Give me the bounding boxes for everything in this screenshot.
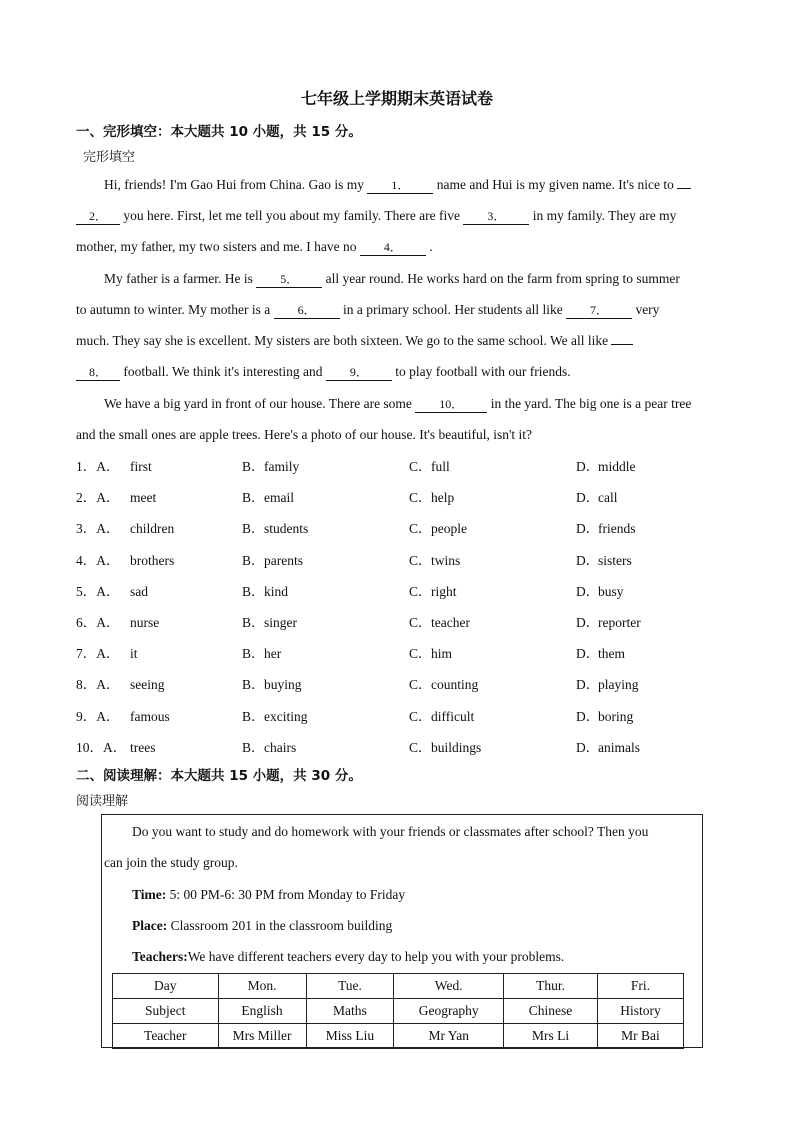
option-letter: C． [409, 615, 432, 630]
section2-heading: 二、阅读理解：本大题共 15 小题，共 30 分。 [76, 768, 362, 784]
option-text: right [431, 583, 457, 599]
schedule-cell: History [597, 999, 683, 1024]
option-d [576, 552, 632, 570]
option-d [576, 739, 640, 757]
option-text: him [431, 646, 453, 662]
schedule-cell: Day [113, 974, 219, 999]
option-letter: D． [576, 521, 600, 537]
blank-5: 5． [256, 272, 322, 288]
question-number: 1．A． [76, 459, 120, 474]
option-letter: B． [242, 739, 265, 755]
option-text: buildings [431, 739, 482, 755]
teachers-line [132, 948, 564, 966]
option-c [409, 614, 470, 632]
passage-line [76, 238, 433, 256]
option-text: twins [431, 552, 461, 568]
passage-line [76, 426, 532, 444]
blank-9: 9． [326, 365, 392, 381]
option-b [242, 676, 302, 694]
option-c [409, 489, 454, 507]
question-row [76, 739, 756, 757]
option-text: difficult [431, 708, 475, 724]
schedule-cell: Teacher [113, 1024, 219, 1049]
option-text: boring [598, 708, 634, 724]
option-letter: C． [409, 677, 432, 693]
option-a: famous [130, 708, 170, 724]
blank-10: 10． [415, 397, 487, 413]
question-number: 3．A． [76, 521, 120, 537]
passage-line [76, 301, 659, 319]
question-number: 10．A． [76, 739, 127, 755]
option-c [409, 583, 457, 601]
option-letter: C． [409, 490, 432, 506]
section2-sublabel: 阅读理解 [76, 794, 129, 809]
option-letter: C． [409, 521, 432, 537]
blank-2-start [677, 188, 691, 189]
question-row [76, 458, 756, 476]
question-row [76, 708, 756, 726]
schedule-cell: Mrs Li [504, 1024, 598, 1049]
option-letter: D． [576, 615, 600, 630]
schedule-cell: Maths [306, 999, 394, 1024]
passage-text: in a primary school. Her students all like [339, 302, 567, 317]
option-c [409, 676, 478, 694]
option-text: busy [598, 583, 624, 599]
option-text: students [264, 521, 309, 537]
passage-line [76, 207, 676, 225]
option-a: trees [130, 739, 156, 755]
option-text: family [264, 459, 300, 474]
passage-text: to autumn to winter. My mother is a [76, 302, 274, 317]
question-row [76, 614, 756, 632]
option-d [576, 520, 636, 538]
schedule-cell: Geography [394, 999, 504, 1024]
schedule-table [112, 973, 684, 1049]
option-b [242, 552, 303, 570]
option-text: exciting [264, 708, 308, 724]
option-c [409, 458, 450, 476]
option-letter: B． [242, 459, 265, 474]
blank-2: 2． [76, 209, 120, 225]
option-d [576, 489, 618, 507]
option-b [242, 708, 308, 726]
schedule-cell: Fri. [597, 974, 683, 999]
schedule-cell: Thur. [504, 974, 598, 999]
option-b [242, 489, 294, 507]
reading-intro: Do you want to study and do homework with your friends or classmates after school? Then you [132, 824, 649, 839]
passage-text: and the small ones are apple trees. Here's a photo of our house. It's beautiful, isn't it? [76, 427, 533, 442]
option-b [242, 520, 308, 538]
option-letter: B． [242, 583, 265, 599]
option-a: children [130, 521, 175, 537]
option-d [576, 614, 641, 632]
blank-3: 3． [463, 209, 529, 225]
option-c [409, 708, 474, 726]
option-c [409, 739, 481, 757]
schedule-cell: Wed. [394, 974, 504, 999]
passage-text: football. We think it's interesting and [120, 364, 326, 379]
passage-text: mother, my father, my two sisters and me. I have no [76, 239, 360, 254]
passage-text: in the yard. The big one is a pear tree [487, 396, 692, 411]
option-b [242, 614, 297, 632]
option-letter: B． [242, 708, 265, 724]
reading-passage-box [101, 814, 703, 1048]
section1-heading: 一、完形填空：本大题共 10 小题，共 15 分。 [76, 124, 362, 140]
passage-line [104, 395, 691, 413]
section1-sublabel: 完形填空 [83, 150, 136, 165]
option-letter: D． [576, 459, 600, 474]
option-text: counting [431, 677, 479, 693]
option-text: parents [264, 552, 303, 568]
option-c [409, 520, 467, 538]
option-letter: D． [576, 583, 600, 599]
teachers-label: Teachers: [132, 949, 188, 964]
schedule-row [113, 999, 684, 1024]
passage-line [104, 176, 691, 194]
option-letter: C． [409, 739, 432, 755]
passage-text: much. They say she is excellent. My sisters are both sixteen. We go to the same school. We all like [76, 333, 612, 348]
passage-text: very [632, 302, 660, 317]
question-number: 4．A． [76, 552, 120, 568]
question-row [76, 583, 756, 601]
question-number: 6．A． [76, 615, 120, 630]
option-b [242, 645, 281, 663]
option-a: sad [130, 583, 148, 599]
passage-line [104, 270, 680, 288]
option-text: them [598, 646, 625, 662]
option-letter: B． [242, 646, 265, 662]
option-text: help [431, 490, 455, 506]
schedule-cell: Mr Yan [394, 1024, 504, 1049]
schedule-row [113, 974, 684, 999]
passage-text: We have a big yard in front of our house. There are some [104, 396, 416, 411]
option-letter: C． [409, 708, 432, 724]
option-letter: D． [576, 552, 600, 568]
passage-text: you here. First, let me tell you about my family. There are five [120, 208, 464, 223]
question-row [76, 676, 756, 694]
option-text: reporter [598, 615, 641, 630]
option-text: singer [264, 615, 297, 630]
option-d [576, 645, 625, 663]
option-letter: C． [409, 583, 432, 599]
schedule-cell: Subject [113, 999, 219, 1024]
option-d [576, 458, 636, 476]
schedule-cell: Mrs Miller [218, 1024, 306, 1049]
option-letter: B． [242, 521, 265, 537]
schedule-cell: Chinese [504, 999, 598, 1024]
question-number: 9．A． [76, 708, 120, 724]
option-letter: C． [409, 646, 432, 662]
blank-4: 4． [360, 240, 426, 256]
passage-line [76, 363, 571, 381]
question-number: 7．A． [76, 646, 120, 662]
schedule-cell: Tue. [306, 974, 394, 999]
option-text: buying [264, 677, 302, 693]
option-text: friends [598, 521, 636, 537]
time-line [132, 886, 405, 904]
option-a: first [130, 459, 152, 474]
question-row [76, 520, 756, 538]
teachers-value: We have different teachers every day to help you with your problems. [187, 949, 565, 964]
option-letter: C． [409, 552, 432, 568]
option-letter: B． [242, 490, 265, 506]
passage-line [76, 332, 633, 350]
blank-1: 1． [367, 178, 433, 194]
option-letter: B． [242, 552, 265, 568]
option-text: email [264, 490, 294, 506]
passage-text: to play football with our friends. [391, 364, 571, 379]
option-letter: D． [576, 490, 600, 506]
blank-7: 7． [566, 303, 632, 319]
option-letter: D． [576, 708, 600, 724]
question-number: 2．A． [76, 490, 120, 506]
option-text: sisters [598, 552, 632, 568]
option-letter: B． [242, 615, 265, 630]
option-a: seeing [130, 677, 165, 693]
passage-text: all year round. He works hard on the farm from spring to summer [322, 271, 680, 286]
schedule-cell: Miss Liu [306, 1024, 394, 1049]
schedule-row [113, 1024, 684, 1049]
option-text: call [598, 490, 618, 506]
option-text: her [264, 646, 282, 662]
option-a: it [130, 646, 138, 662]
question-row [76, 489, 756, 507]
question-row [76, 645, 756, 663]
question-row [76, 552, 756, 570]
option-a: brothers [130, 552, 175, 568]
option-text: kind [264, 583, 289, 599]
passage-text: . [425, 239, 433, 254]
option-text: middle [598, 459, 636, 474]
option-d [576, 583, 624, 601]
option-letter: C． [409, 459, 432, 474]
place-value: Classroom 201 in the classroom building [167, 918, 393, 933]
option-c [409, 552, 460, 570]
option-b [242, 458, 299, 476]
option-text: teacher [431, 615, 470, 630]
time-value: 5: 00 PM-6: 30 PM from Monday to Friday [166, 887, 406, 902]
option-letter: D． [576, 739, 600, 755]
option-b [242, 739, 296, 757]
place-line [132, 917, 392, 935]
schedule-cell: English [218, 999, 306, 1024]
passage-text: in my family. They are my [529, 208, 677, 223]
option-d [576, 676, 639, 694]
passage-text: Hi, friends! I'm Gao Hui from China. Gao is my [104, 177, 368, 192]
option-text: full [431, 459, 450, 474]
question-number: 8．A． [76, 677, 120, 693]
option-text: chairs [264, 739, 297, 755]
option-letter: D． [576, 646, 600, 662]
option-a: meet [130, 490, 157, 506]
schedule-cell: Mon. [218, 974, 306, 999]
place-label: Place: [132, 918, 168, 933]
option-letter: B． [242, 677, 265, 693]
blank-8: 8． [76, 365, 120, 381]
question-number: 5．A． [76, 583, 120, 599]
option-text: animals [598, 739, 640, 755]
blank-6: 6． [274, 303, 340, 319]
option-text: people [431, 521, 467, 537]
passage-text: name and Hui is my given name. It's nice to [433, 177, 678, 192]
option-c [409, 645, 452, 663]
schedule-cell: Mr Bai [597, 1024, 683, 1049]
option-text: playing [598, 677, 639, 693]
option-a: nurse [130, 615, 160, 630]
option-b [242, 583, 288, 601]
page-title: 七年级上学期期末英语试卷 [300, 89, 493, 108]
option-d [576, 708, 633, 726]
blank-8-start [611, 344, 633, 345]
option-letter: D． [576, 677, 600, 693]
time-label: Time: [132, 887, 167, 902]
reading-intro: can join the study group. [104, 855, 238, 870]
passage-text: My father is a farmer. He is [104, 271, 257, 286]
